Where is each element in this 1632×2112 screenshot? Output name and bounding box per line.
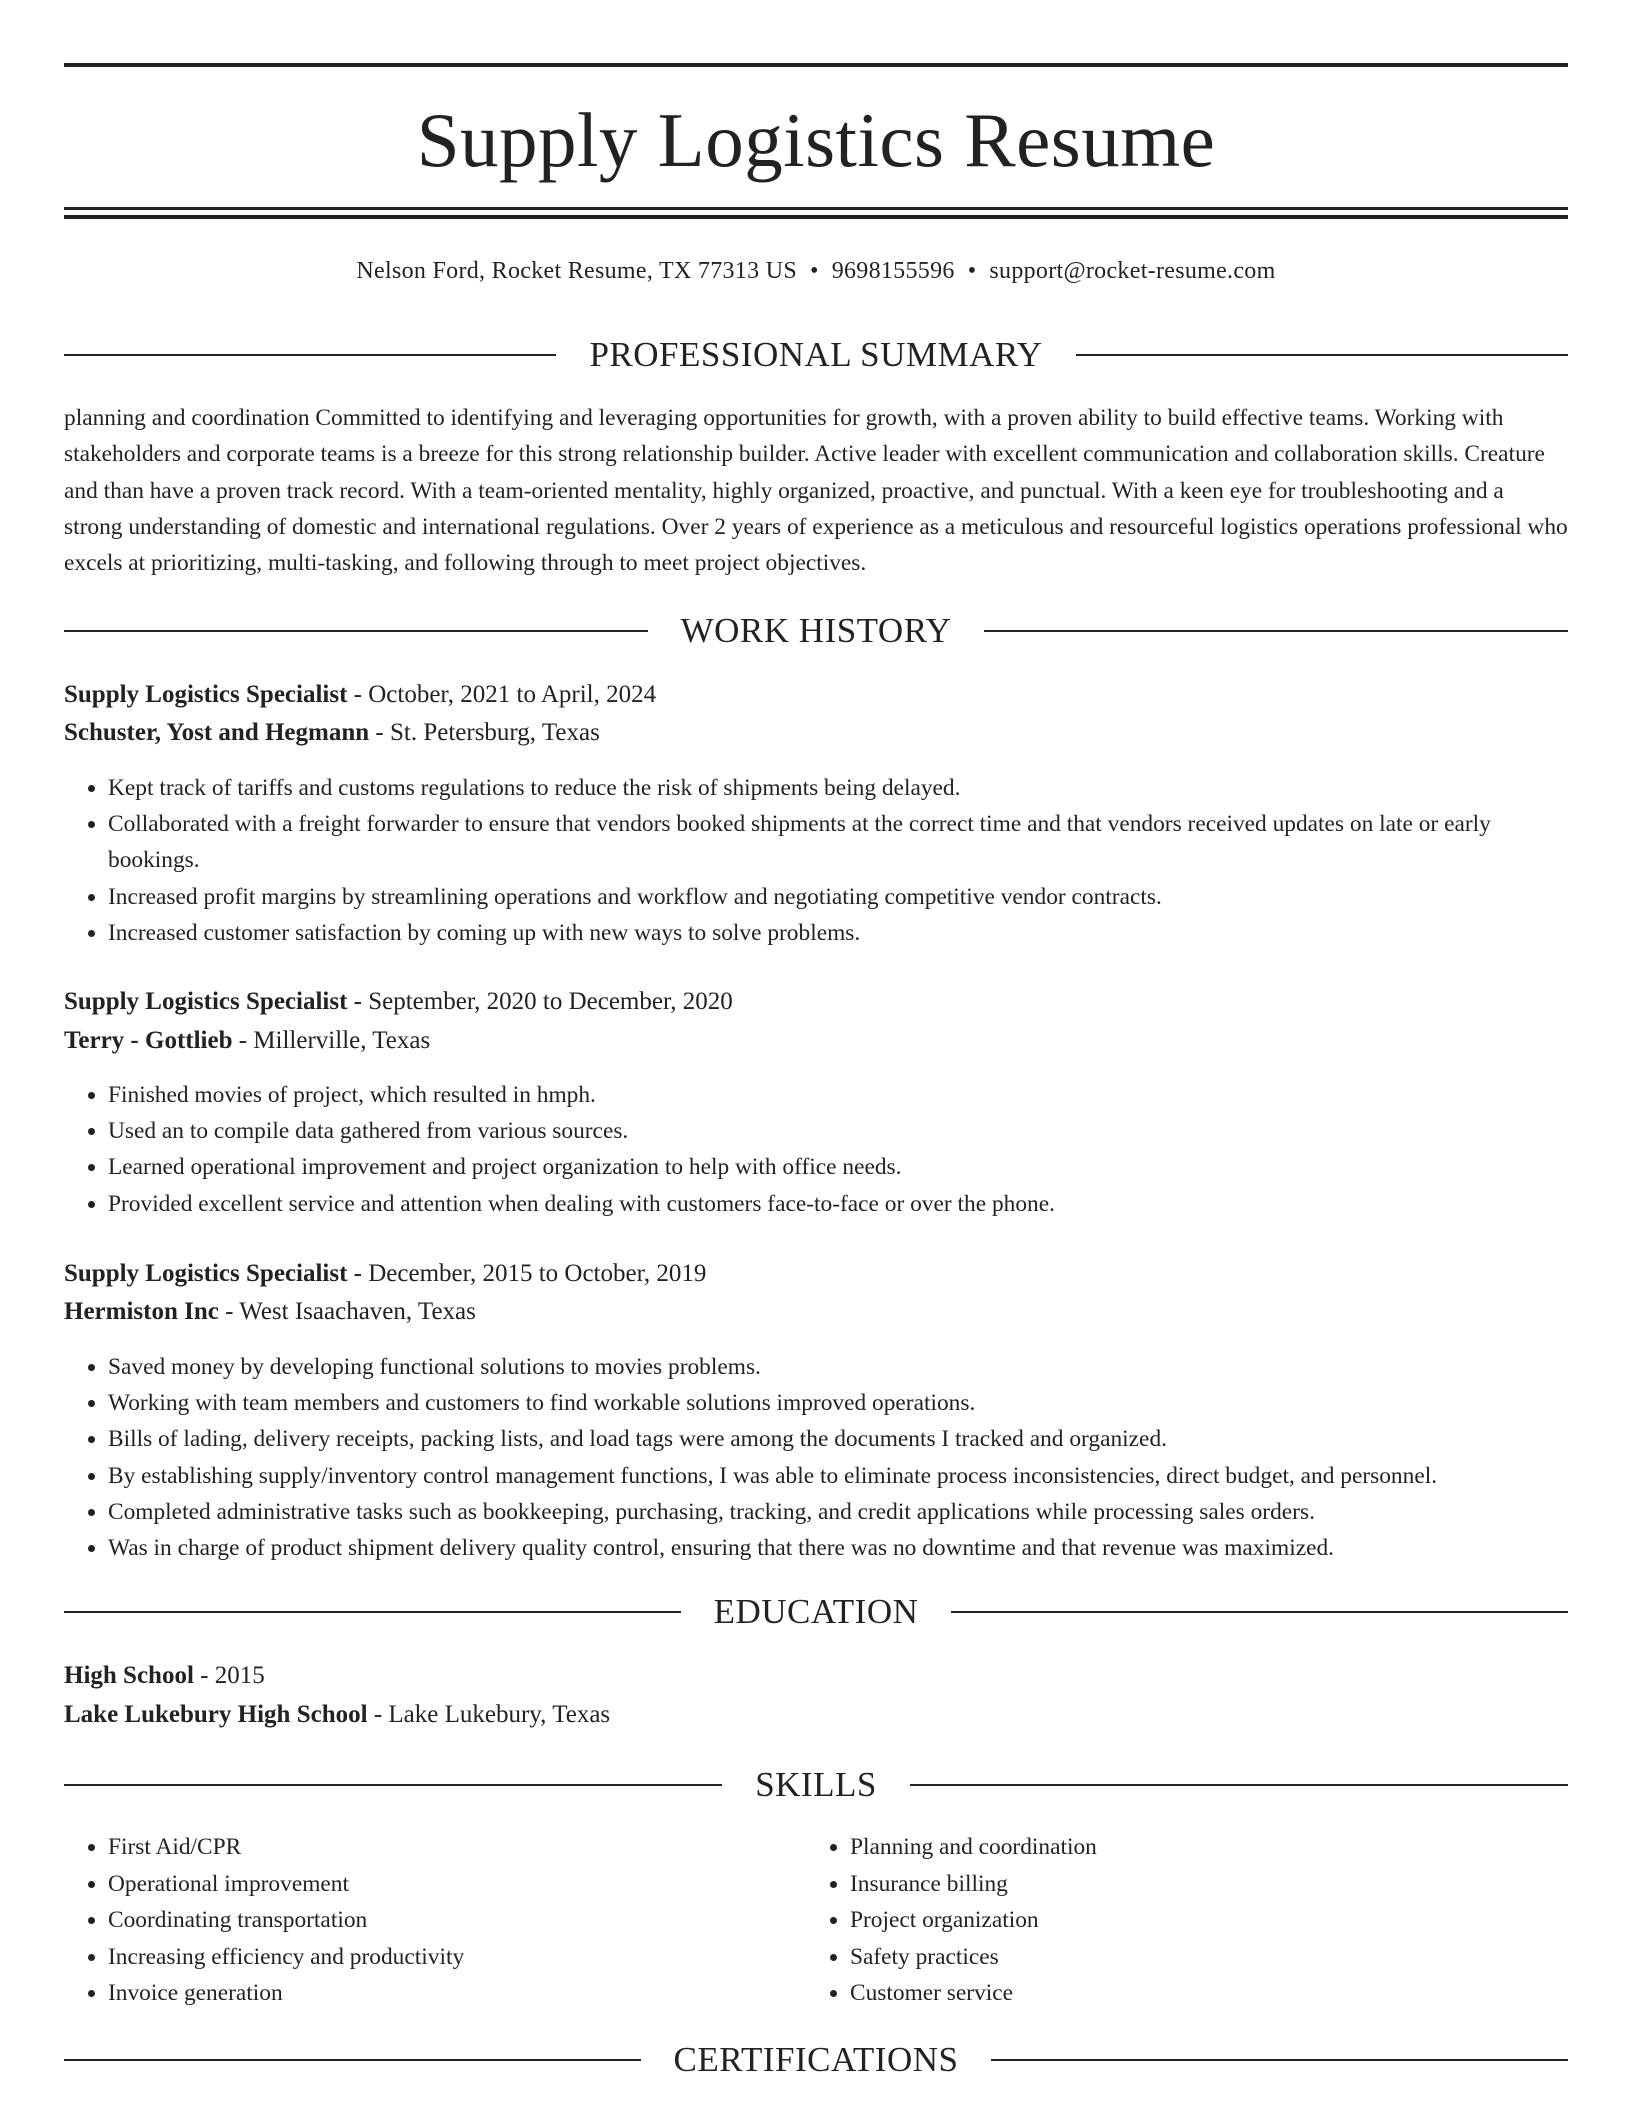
job-bullet: • Collaborated with a freight forwarder to ensure that vendors booked shipments at the correct time and that vendors received updates on late or early bookings.: [108, 806, 1568, 878]
contact-phone: 9698155596: [831, 258, 955, 284]
skill-item: • Project organization: [850, 1902, 1568, 1939]
skill-item: • Insurance billing: [850, 1866, 1568, 1903]
skill-item: • Coordinating transportation: [108, 1902, 806, 1939]
section-heading-skills: [64, 1763, 1568, 1807]
education-degree: High School: [64, 1662, 194, 1689]
job-location: - West Isaachaven, Texas: [218, 1298, 476, 1325]
job-bullet: • Increased customer satisfaction by coming up with new ways to solve problems.: [108, 915, 1568, 951]
section-rule: [64, 2059, 641, 2061]
title-rule-lower: [64, 215, 1568, 219]
education-school-line: [64, 1697, 1568, 1733]
job-company: Terry - Gottlieb: [64, 1027, 233, 1054]
contact-separator: •: [967, 258, 977, 284]
contact-separator: •: [809, 258, 819, 284]
skill-item: • Invoice generation: [108, 1975, 806, 2012]
skill-item: • Operational improvement: [108, 1866, 806, 1903]
job-dates: - September, 2020 to December, 2020: [347, 988, 733, 1015]
job-bullet: • Saved money by developing functional solutions to movies problems.: [108, 1349, 1568, 1385]
job-bullet: • Increased profit margins by streamlining operations and workflow and negotiating competitive vendor contracts.: [108, 879, 1568, 915]
job-bullet: • Used an to compile data gathered from various sources.: [108, 1113, 1568, 1149]
education-school: Lake Lukebury High School: [64, 1701, 368, 1728]
section-heading-summary: [64, 333, 1568, 377]
section-rule: [984, 630, 1568, 632]
skill-item: • First Aid/CPR: [108, 1829, 806, 1866]
job-title: Supply Logistics Specialist: [64, 681, 348, 708]
top-rule: [64, 63, 1568, 67]
contact-address: Nelson Ford, Rocket Resume, TX 77313 US: [356, 258, 797, 284]
job-bullet: • Completed administrative tasks such as bookkeeping, purchasing, tracking, and credit applications while processing sales orders.: [108, 1494, 1568, 1530]
education-location: - Lake Lukebury, Texas: [367, 1701, 611, 1728]
job-bullets: [64, 770, 1568, 951]
job-bullet: • Bills of lading, delivery receipts, packing lists, and load tags were among the documents I tracked and organized.: [108, 1421, 1568, 1457]
section-rule: [64, 630, 648, 632]
job-title: Supply Logistics Specialist: [64, 988, 348, 1015]
skill-item: • Customer service: [850, 1975, 1568, 2012]
job-bullets: [64, 1077, 1568, 1222]
job-bullet: • Kept track of tariffs and customs regulations to reduce the risk of shipments being delayed.: [108, 770, 1568, 806]
job-bullets: [64, 1349, 1568, 1566]
section-title: PROFESSIONAL SUMMARY: [589, 335, 1043, 374]
section-title: CERTIFICATIONS: [673, 2040, 959, 2079]
job-bullet: • Provided excellent service and attention when dealing with customers face-to-face or over the phone.: [108, 1186, 1568, 1222]
job-company-line: [64, 715, 1568, 751]
section-rule: [64, 1611, 681, 1613]
skill-item: • Increasing efficiency and productivity: [108, 1939, 806, 1976]
section-heading-certifications: [64, 2038, 1568, 2082]
job-dates: - October, 2021 to April, 2024: [347, 681, 657, 708]
job-company: Hermiston Inc: [64, 1298, 219, 1325]
section-rule: [1076, 354, 1568, 356]
section-title: EDUCATION: [713, 1592, 919, 1631]
education-degree-line: [64, 1658, 1568, 1694]
section-heading-education: [64, 1590, 1568, 1634]
section-title: WORK HISTORY: [680, 611, 952, 650]
skill-item: • Planning and coordination: [850, 1829, 1568, 1866]
education-year: - 2015: [193, 1662, 265, 1689]
job-bullet: • By establishing supply/inventory control management functions, I was able to eliminate process inconsistencies, direct budget, and personnel.: [108, 1458, 1568, 1494]
job-bullet: • Learned operational improvement and project organization to help with office needs.: [108, 1149, 1568, 1185]
job-title-line: [64, 984, 1568, 1020]
section-rule: [951, 1611, 1568, 1613]
job-dates: - December, 2015 to October, 2019: [347, 1260, 707, 1287]
skills-list-left: [64, 1829, 806, 2012]
section-rule: [64, 354, 556, 356]
section-rule: [910, 1784, 1568, 1786]
job-location: - St. Petersburg, Texas: [369, 719, 600, 746]
job-title-line: [64, 1256, 1568, 1292]
contact-line: [64, 253, 1568, 289]
job-location: - Millerville, Texas: [232, 1027, 431, 1054]
job-company: Schuster, Yost and Hegmann: [64, 719, 370, 746]
job-title: Supply Logistics Specialist: [64, 1260, 348, 1287]
resume-title: Supply Logistics Resume: [416, 97, 1216, 183]
section-heading-work: [64, 609, 1568, 653]
title-rule-upper: [64, 207, 1568, 210]
contact-email: support@rocket-resume.com: [989, 258, 1276, 284]
job-bullet: • Working with team members and customers to find workable solutions improved operations.: [108, 1385, 1568, 1421]
job-company-line: [64, 1023, 1568, 1059]
job-bullet: • Was in charge of product shipment delivery quality control, ensuring that there was no downtime and that revenue was maximized.: [108, 1530, 1568, 1566]
skill-item: • Safety practices: [850, 1939, 1568, 1976]
section-rule: [991, 2059, 1568, 2061]
section-rule: [64, 1784, 722, 1786]
section-title: SKILLS: [755, 1765, 877, 1804]
job-company-line: [64, 1294, 1568, 1330]
job-title-line: [64, 677, 1568, 713]
job-bullet: • Finished movies of project, which resulted in hmph.: [108, 1077, 1568, 1113]
summary-text: planning and coordination Committed to identifying and leveraging opportunities for growth, with a proven ability to build effective teams. Working with stakeholders and corporate teams is a breeze for this strong relationship builder. Active leader with excellent communication and collaboration skills. Creature and than have a proven track record. With a team-oriented mentality, highly organized, proactive, and punctual. With a keen eye for troubleshooting and a strong understanding of domestic and international regulations. Over 2 years of experience as a meticulous and resourceful logistics operations professional who excels at prioritizing, multi-tasking, and following through to meet project objectives.: [64, 405, 1568, 577]
skills-list-right: [806, 1829, 1568, 2012]
